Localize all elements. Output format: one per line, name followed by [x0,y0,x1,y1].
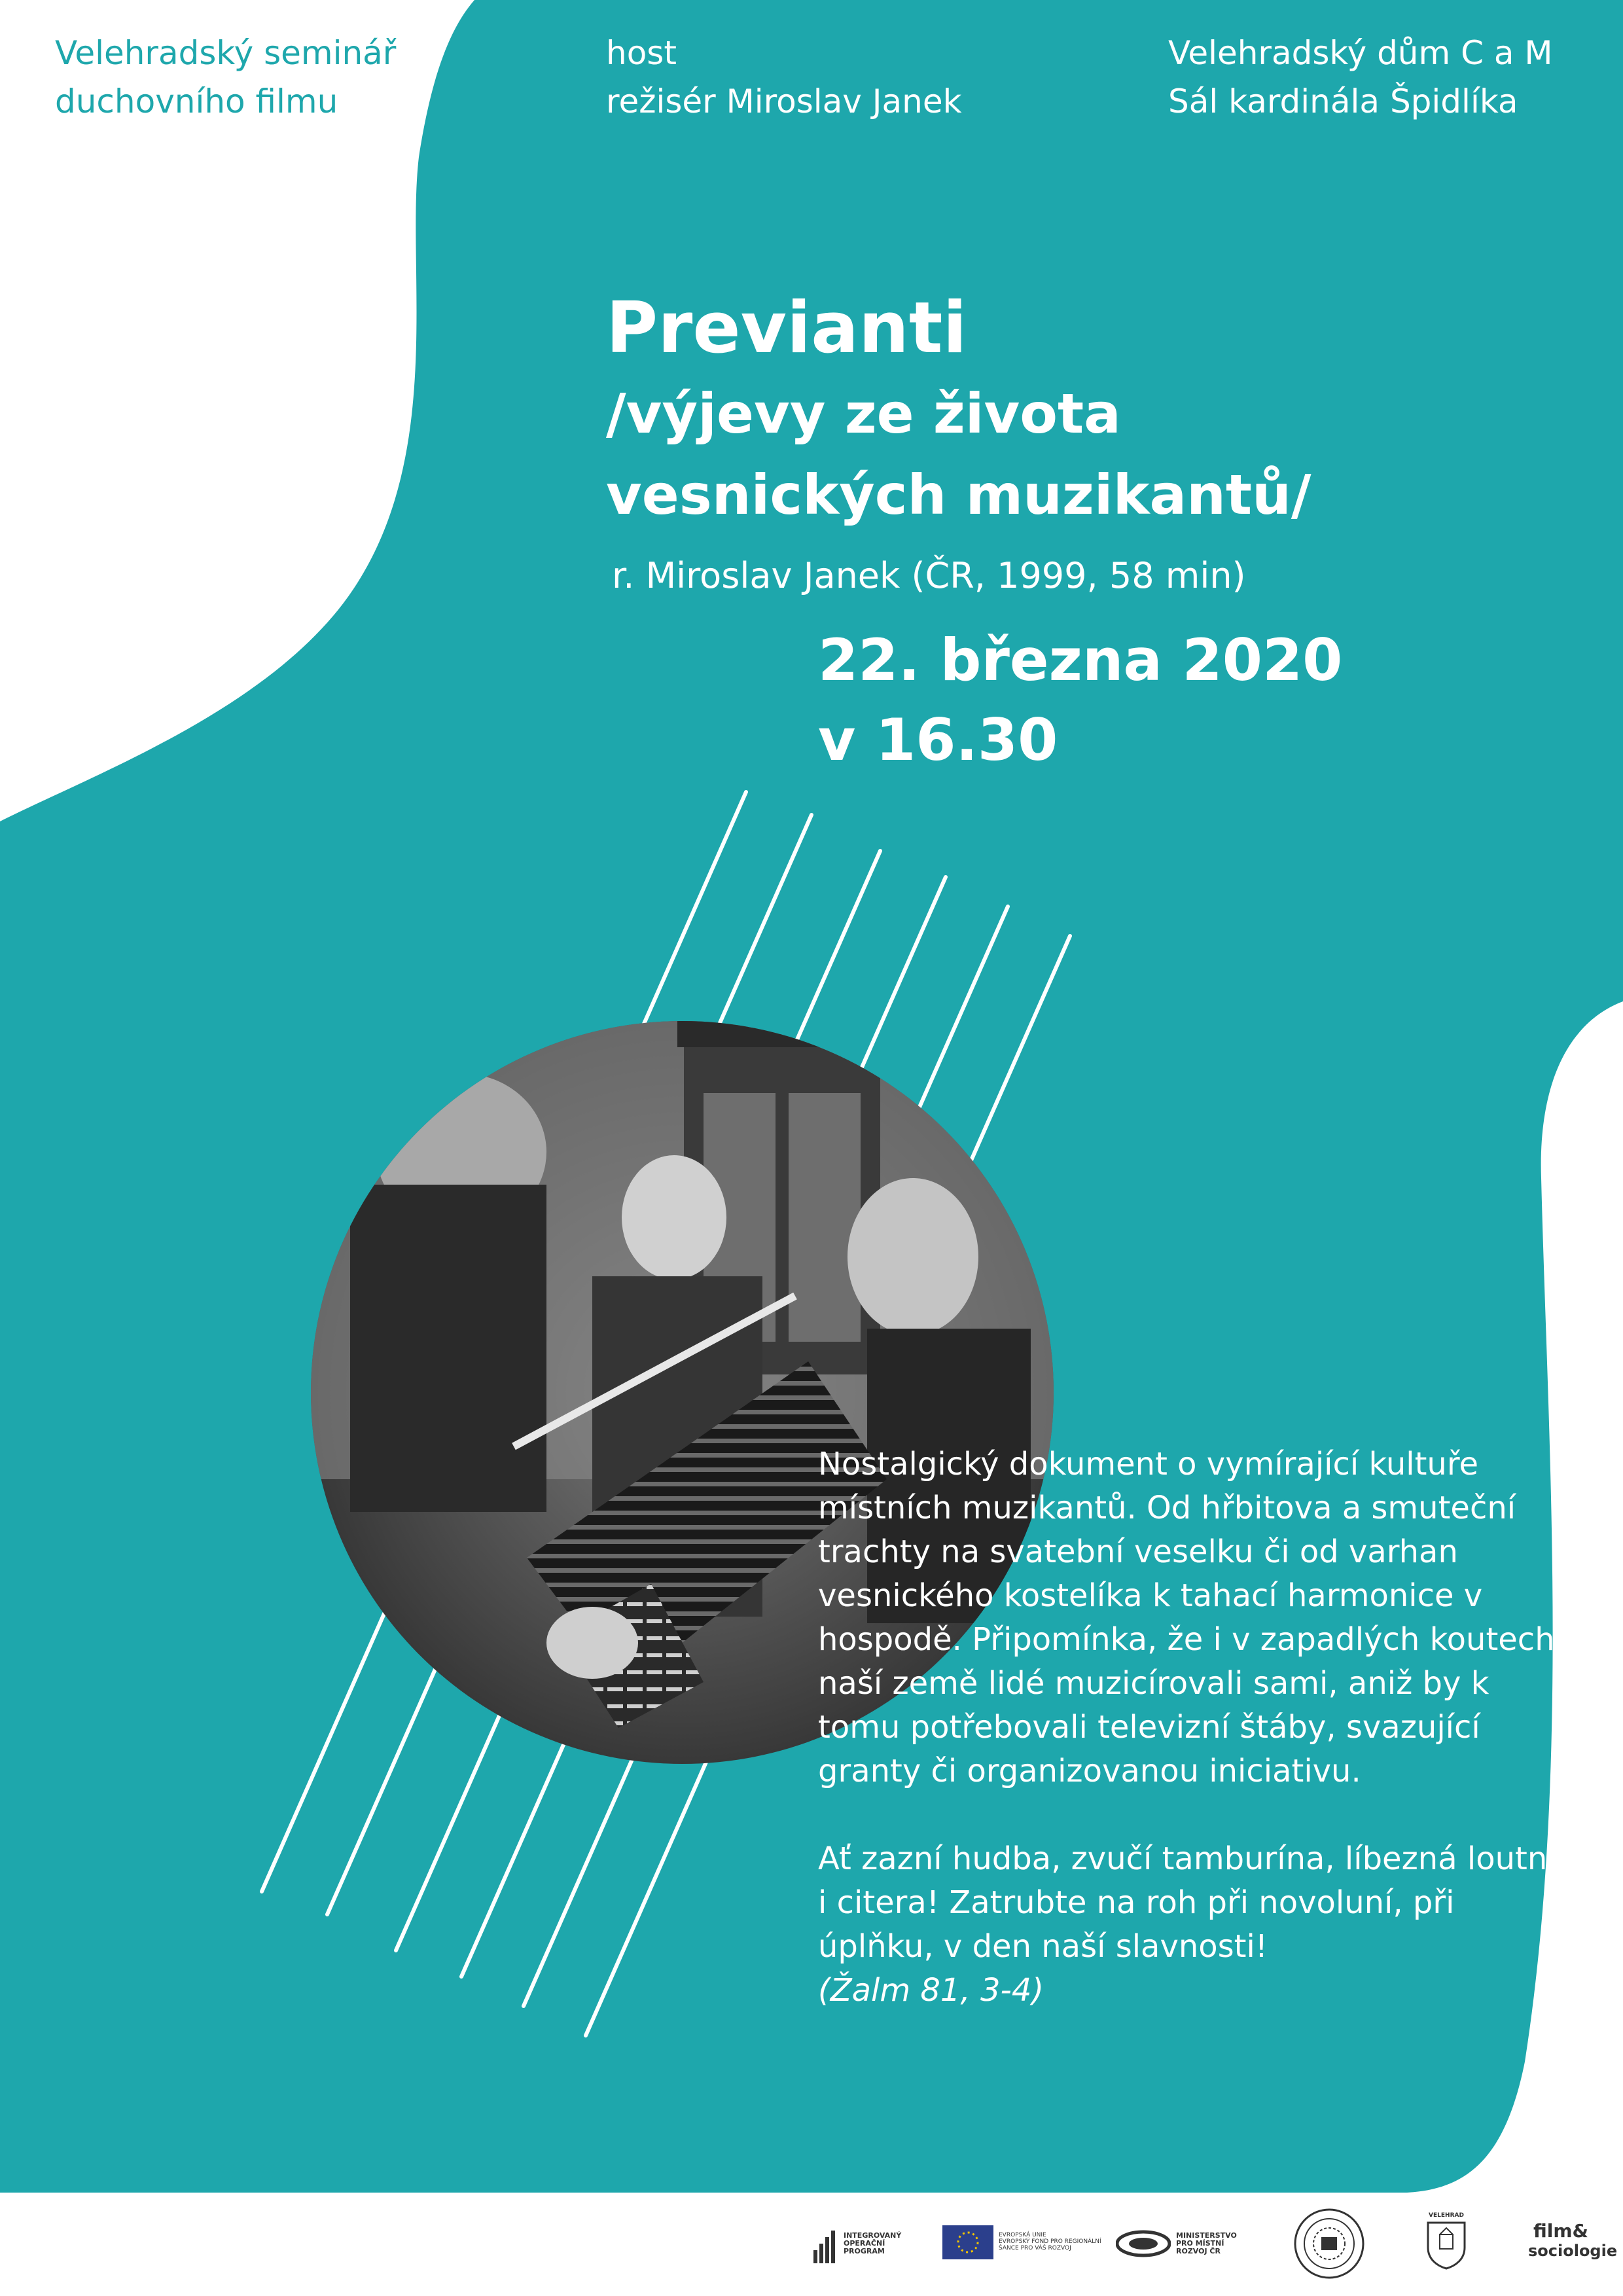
seal-icon [1293,2207,1366,2280]
iop-line: INTEGROVANÝ [844,2231,902,2240]
seminar-name [55,29,396,126]
eu-line: EVROPSKÁ UNIE [999,2232,1046,2238]
coat-of-arms-icon [1420,2219,1472,2271]
screening-date [818,620,1342,780]
psalm-quote: Ať zazní hudba, zvučí tamburína, líbezná loutna i citera! Zatrubte na roh při novoluní, při úplňku, v den naší slavnosti! [818,1840,1567,1965]
seminar-name-line2: duchovního filmu [55,82,338,120]
description-paragraph: Nostalgický dokument o vymírající kultuře místních muzikantů. Od hřbitova a smuteční trachty na svatební veselku či od varhan vesnického kostelíka k tahací harmonice v hospodě. Připomínka, že i v zapadlých koutech naší země lidé muzicírovali sami, aniž by k tomu potřebovali televizní štáby, svazující granty či organizovanou iniciativu. [818,1446,1555,1789]
host-info [606,29,962,126]
psalm-citation: (Žalm 81, 3-4) [818,1972,1044,2009]
film-subtitle-line1: /výjevy ze života [606,382,1121,446]
host-name: režisér Miroslav Janek [606,82,962,120]
film-title: Previanti [606,287,967,369]
mmr-emblem-icon [1116,2229,1171,2258]
film-sociologie-line: film& [1533,2220,1588,2242]
film-subtitle-line2: vesnických muzikantů/ [606,463,1311,527]
eu-line: EVROPSKÝ FOND PRO REGIONÁLNÍ [999,2238,1101,2245]
seal-logo [1293,2207,1366,2283]
screening-time: v 16.30 [818,706,1058,774]
venue-info [1168,29,1553,126]
host-label: host [606,34,677,72]
velehrad-label: VELEHRAD [1429,2212,1464,2219]
film-subtitle [606,373,1311,535]
film-description [818,1443,1571,2013]
footer-logos [0,2193,1623,2296]
mmr-line: MINISTERSTVO [1176,2231,1237,2240]
venue-line1: Velehradský dům C a M [1168,34,1553,72]
film-credit: r. Miroslav Janek (ČR, 1999, 58 min) [612,555,1246,596]
iop-line: OPERAČNÍ [844,2239,885,2248]
film-sociologie-logo [1528,2221,1617,2261]
screening-date-day: 22. března 2020 [818,626,1343,694]
film-sociologie-line: sociologie [1528,2242,1618,2260]
mmr-line: PRO MÍSTNÍ [1176,2239,1224,2248]
eu-flag-icon [942,2225,993,2259]
bar-chart-icon [813,2228,840,2263]
velehrad-logo [1420,2212,1472,2274]
mmr-line: ROZVOJ ČR [1176,2247,1221,2255]
iop-line: PROGRAM [844,2247,885,2255]
eu-line: ŠANCE PRO VÁŠ ROZVOJ [999,2245,1071,2251]
seminar-name-line1: Velehradský seminář [55,34,397,72]
venue-line2: Sál kardinála Špidlíka [1168,82,1518,120]
